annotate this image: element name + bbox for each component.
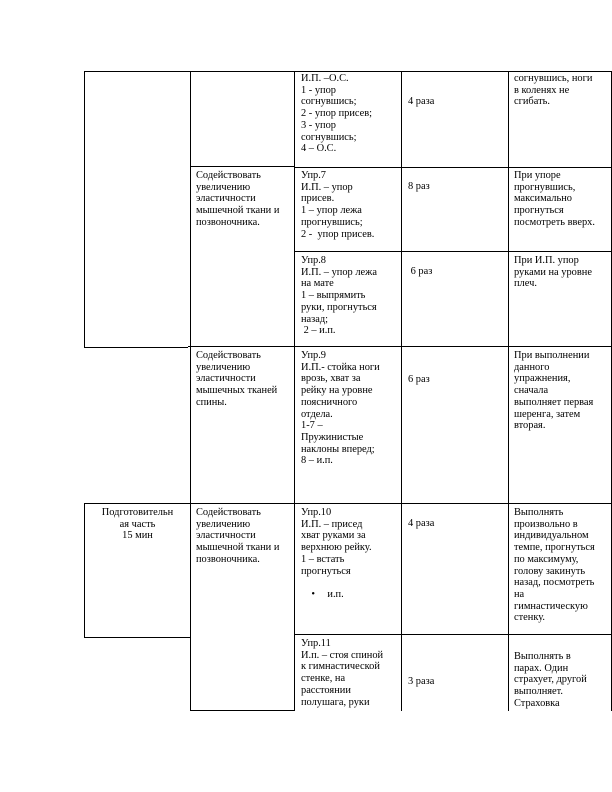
row-divider-5b: [294, 634, 612, 635]
table-border-bottom-partial: [190, 710, 294, 711]
exercise-cell: Упр.11 И.п. – стоя спиной к гимнастической стенке, на расстоянии полушага, руки: [301, 638, 384, 708]
dosage-cell: 6 раз: [408, 266, 433, 277]
exercise-bullet-text: и.п.: [327, 588, 344, 600]
exercise-bullet-line: [301, 577, 344, 612]
note-cell: Выполнять в парах. Один страхует, другой выполняет. Страховка: [514, 651, 587, 709]
col-divider-4: [508, 71, 509, 711]
dosage-cell: 8 раз: [408, 181, 430, 192]
note-cell: При упоре прогнувшись, максимально прогнуться посмотреть вверх.: [514, 170, 595, 228]
row-divider-5a: [84, 637, 190, 638]
col-divider-1: [190, 71, 191, 711]
row-divider-1b: [294, 167, 612, 168]
note-cell: При И.П. упор руками на уровне плеч.: [514, 255, 592, 290]
exercise-cell: Упр.8 И.П. – упор лежа на мате 1 – выпрямить руки, прогнуться назад; 2 – и.п.: [301, 255, 377, 337]
exercise-cell: Упр.10 И.П. – присед хват руками за верхнюю рейку. 1 – встать прогнуться: [301, 507, 372, 577]
bullet-icon: •: [311, 588, 316, 600]
col-border-left-upper: [84, 71, 85, 348]
exercise-cell: И.П. –О.С. 1 - упор согнувшись; 2 - упор присев; 3 - упор согнувшись; 4 – О.С.: [301, 73, 373, 155]
row-divider-3a: [84, 347, 188, 348]
col-divider-3: [401, 71, 402, 711]
dosage-cell: 6 раз: [408, 374, 430, 385]
col-divider-2: [294, 71, 295, 711]
exercise-cell: Упр.9 И.П.- стойка ноги врозь, хват за рейку на уровне поясничного отдела. 1-7 – Пружинистые наклоны вперед; 8 – и.п.: [301, 350, 380, 467]
note-cell: Выполнять произвольно в индивидуальном темпе, прогнуться по максимуму, голову закинуть назад, посмотреть на гимнастическую стенку.: [514, 507, 595, 624]
row-divider-3b: [188, 346, 612, 347]
dosage-cell: 4 раза: [408, 96, 435, 107]
dosage-cell: 3 раза: [408, 676, 435, 687]
row-divider-1a: [190, 166, 294, 167]
dosage-cell: 4 раза: [408, 518, 435, 529]
table-border-top: [84, 71, 612, 72]
part-cell: Подготовительн ая часть 15 мин: [101, 507, 174, 542]
note-cell: согнувшись, ноги в коленях не сгибать.: [514, 73, 593, 108]
goal-cell: Содействовать увеличению эластичности мышечной ткани и позвоночника.: [196, 507, 280, 565]
exercise-cell: Упр.7 И.П. – упор присев. 1 – упор лежа прогнувшись; 2 - упор присев.: [301, 170, 375, 240]
row-divider-4: [84, 503, 612, 504]
row-divider-2: [294, 251, 612, 252]
goal-cell: Содействовать увеличению эластичности мышечных тканей спины.: [196, 350, 278, 408]
note-cell: При выполнении данного упражнения, сначала выполняет первая шеренга, затем вторая.: [514, 350, 594, 432]
goal-cell: Содействовать увеличению эластичности мышечной ткани и позвоночника.: [196, 170, 280, 228]
